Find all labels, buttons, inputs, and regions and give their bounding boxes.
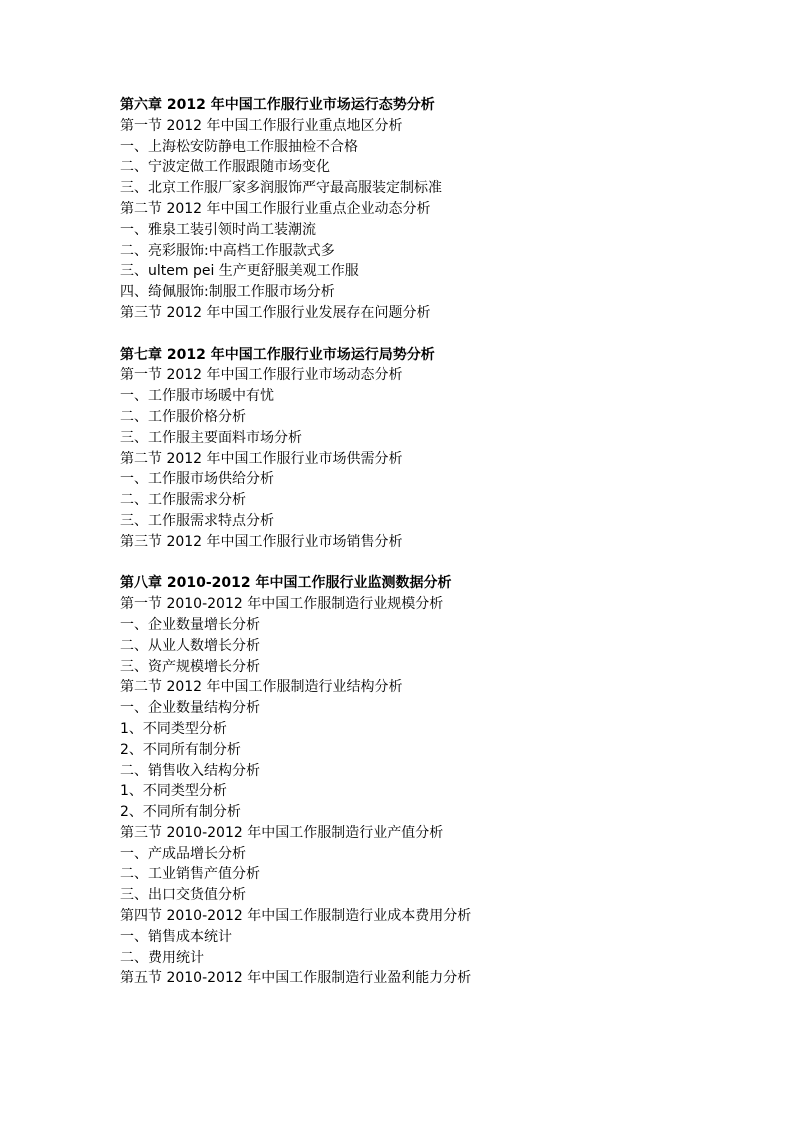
table-of-contents xyxy=(120,95,720,989)
toc-item: 二、费用统计 xyxy=(120,949,204,966)
toc-item: 二、宁波定做工作服跟随市场变化 xyxy=(120,159,330,176)
toc-item: 二、从业人数增长分析 xyxy=(120,637,260,654)
toc-section: 第三节 2012 年中国工作服行业市场销售分析 xyxy=(120,533,403,550)
toc-section: 第四节 2010-2012 年中国工作服制造行业成本费用分析 xyxy=(120,908,472,925)
toc-subitem: 1、不同类型分析 xyxy=(120,720,227,737)
toc-item: 三、资产规模增长分析 xyxy=(120,658,260,675)
chapter-heading: 第八章 2010-2012 年中国工作服行业监测数据分析 xyxy=(120,575,452,592)
toc-item: 四、绮佩服饰:制服工作服市场分析 xyxy=(120,284,335,301)
toc-item: 二、工作服价格分析 xyxy=(120,408,246,425)
toc-section: 第三节 2012 年中国工作服行业发展存在问题分析 xyxy=(120,304,431,321)
toc-section: 第二节 2012 年中国工作服行业重点企业动态分析 xyxy=(120,200,431,217)
toc-subitem: 2、不同所有制分析 xyxy=(120,741,241,758)
toc-section: 第一节 2012 年中国工作服行业重点地区分析 xyxy=(120,117,403,134)
toc-item: 三、工作服需求特点分析 xyxy=(120,512,274,529)
toc-section: 第五节 2010-2012 年中国工作服制造行业盈利能力分析 xyxy=(120,970,472,987)
toc-item: 一、企业数量结构分析 xyxy=(120,700,260,717)
chapter-spacer xyxy=(120,324,720,345)
toc-section: 第一节 2010-2012 年中国工作服制造行业规模分析 xyxy=(120,596,444,613)
toc-section: 第一节 2012 年中国工作服行业市场动态分析 xyxy=(120,367,403,384)
toc-section: 第二节 2012 年中国工作服行业市场供需分析 xyxy=(120,450,403,467)
toc-subitem: 2、不同所有制分析 xyxy=(120,804,241,821)
toc-item: 二、亮彩服饰:中高档工作服款式多 xyxy=(120,242,335,259)
chapter-heading: 第六章 2012 年中国工作服行业市场运行态势分析 xyxy=(120,97,435,113)
toc-item: 三、ultem pei 生产更舒服美观工作服 xyxy=(120,263,359,280)
toc-item: 一、产成品增长分析 xyxy=(120,845,246,862)
toc-subitem: 1、不同类型分析 xyxy=(120,783,227,800)
toc-item: 一、销售成本统计 xyxy=(120,928,232,945)
chapter-spacer xyxy=(120,553,720,574)
toc-item: 一、雅泉工装引领时尚工装潮流 xyxy=(120,221,316,238)
toc-item: 三、出口交货值分析 xyxy=(120,887,246,904)
toc-item: 二、工作服需求分析 xyxy=(120,492,246,509)
toc-item: 一、工作服市场供给分析 xyxy=(120,471,274,488)
toc-item: 一、上海松安防静电工作服抽检不合格 xyxy=(120,138,358,155)
toc-item: 一、工作服市场暖中有忧 xyxy=(120,388,274,405)
toc-section: 第三节 2010-2012 年中国工作服制造行业产值分析 xyxy=(120,824,444,841)
chapter-heading: 第七章 2012 年中国工作服行业市场运行局势分析 xyxy=(120,346,435,363)
toc-item: 二、销售收入结构分析 xyxy=(120,762,260,779)
toc-item: 三、工作服主要面料市场分析 xyxy=(120,429,302,446)
toc-item: 二、工业销售产值分析 xyxy=(120,866,260,883)
toc-item: 三、北京工作服厂家多润服饰严守最高服装定制标准 xyxy=(120,180,442,197)
toc-section: 第二节 2012 年中国工作服制造行业结构分析 xyxy=(120,679,403,696)
toc-item: 一、企业数量增长分析 xyxy=(120,616,260,633)
